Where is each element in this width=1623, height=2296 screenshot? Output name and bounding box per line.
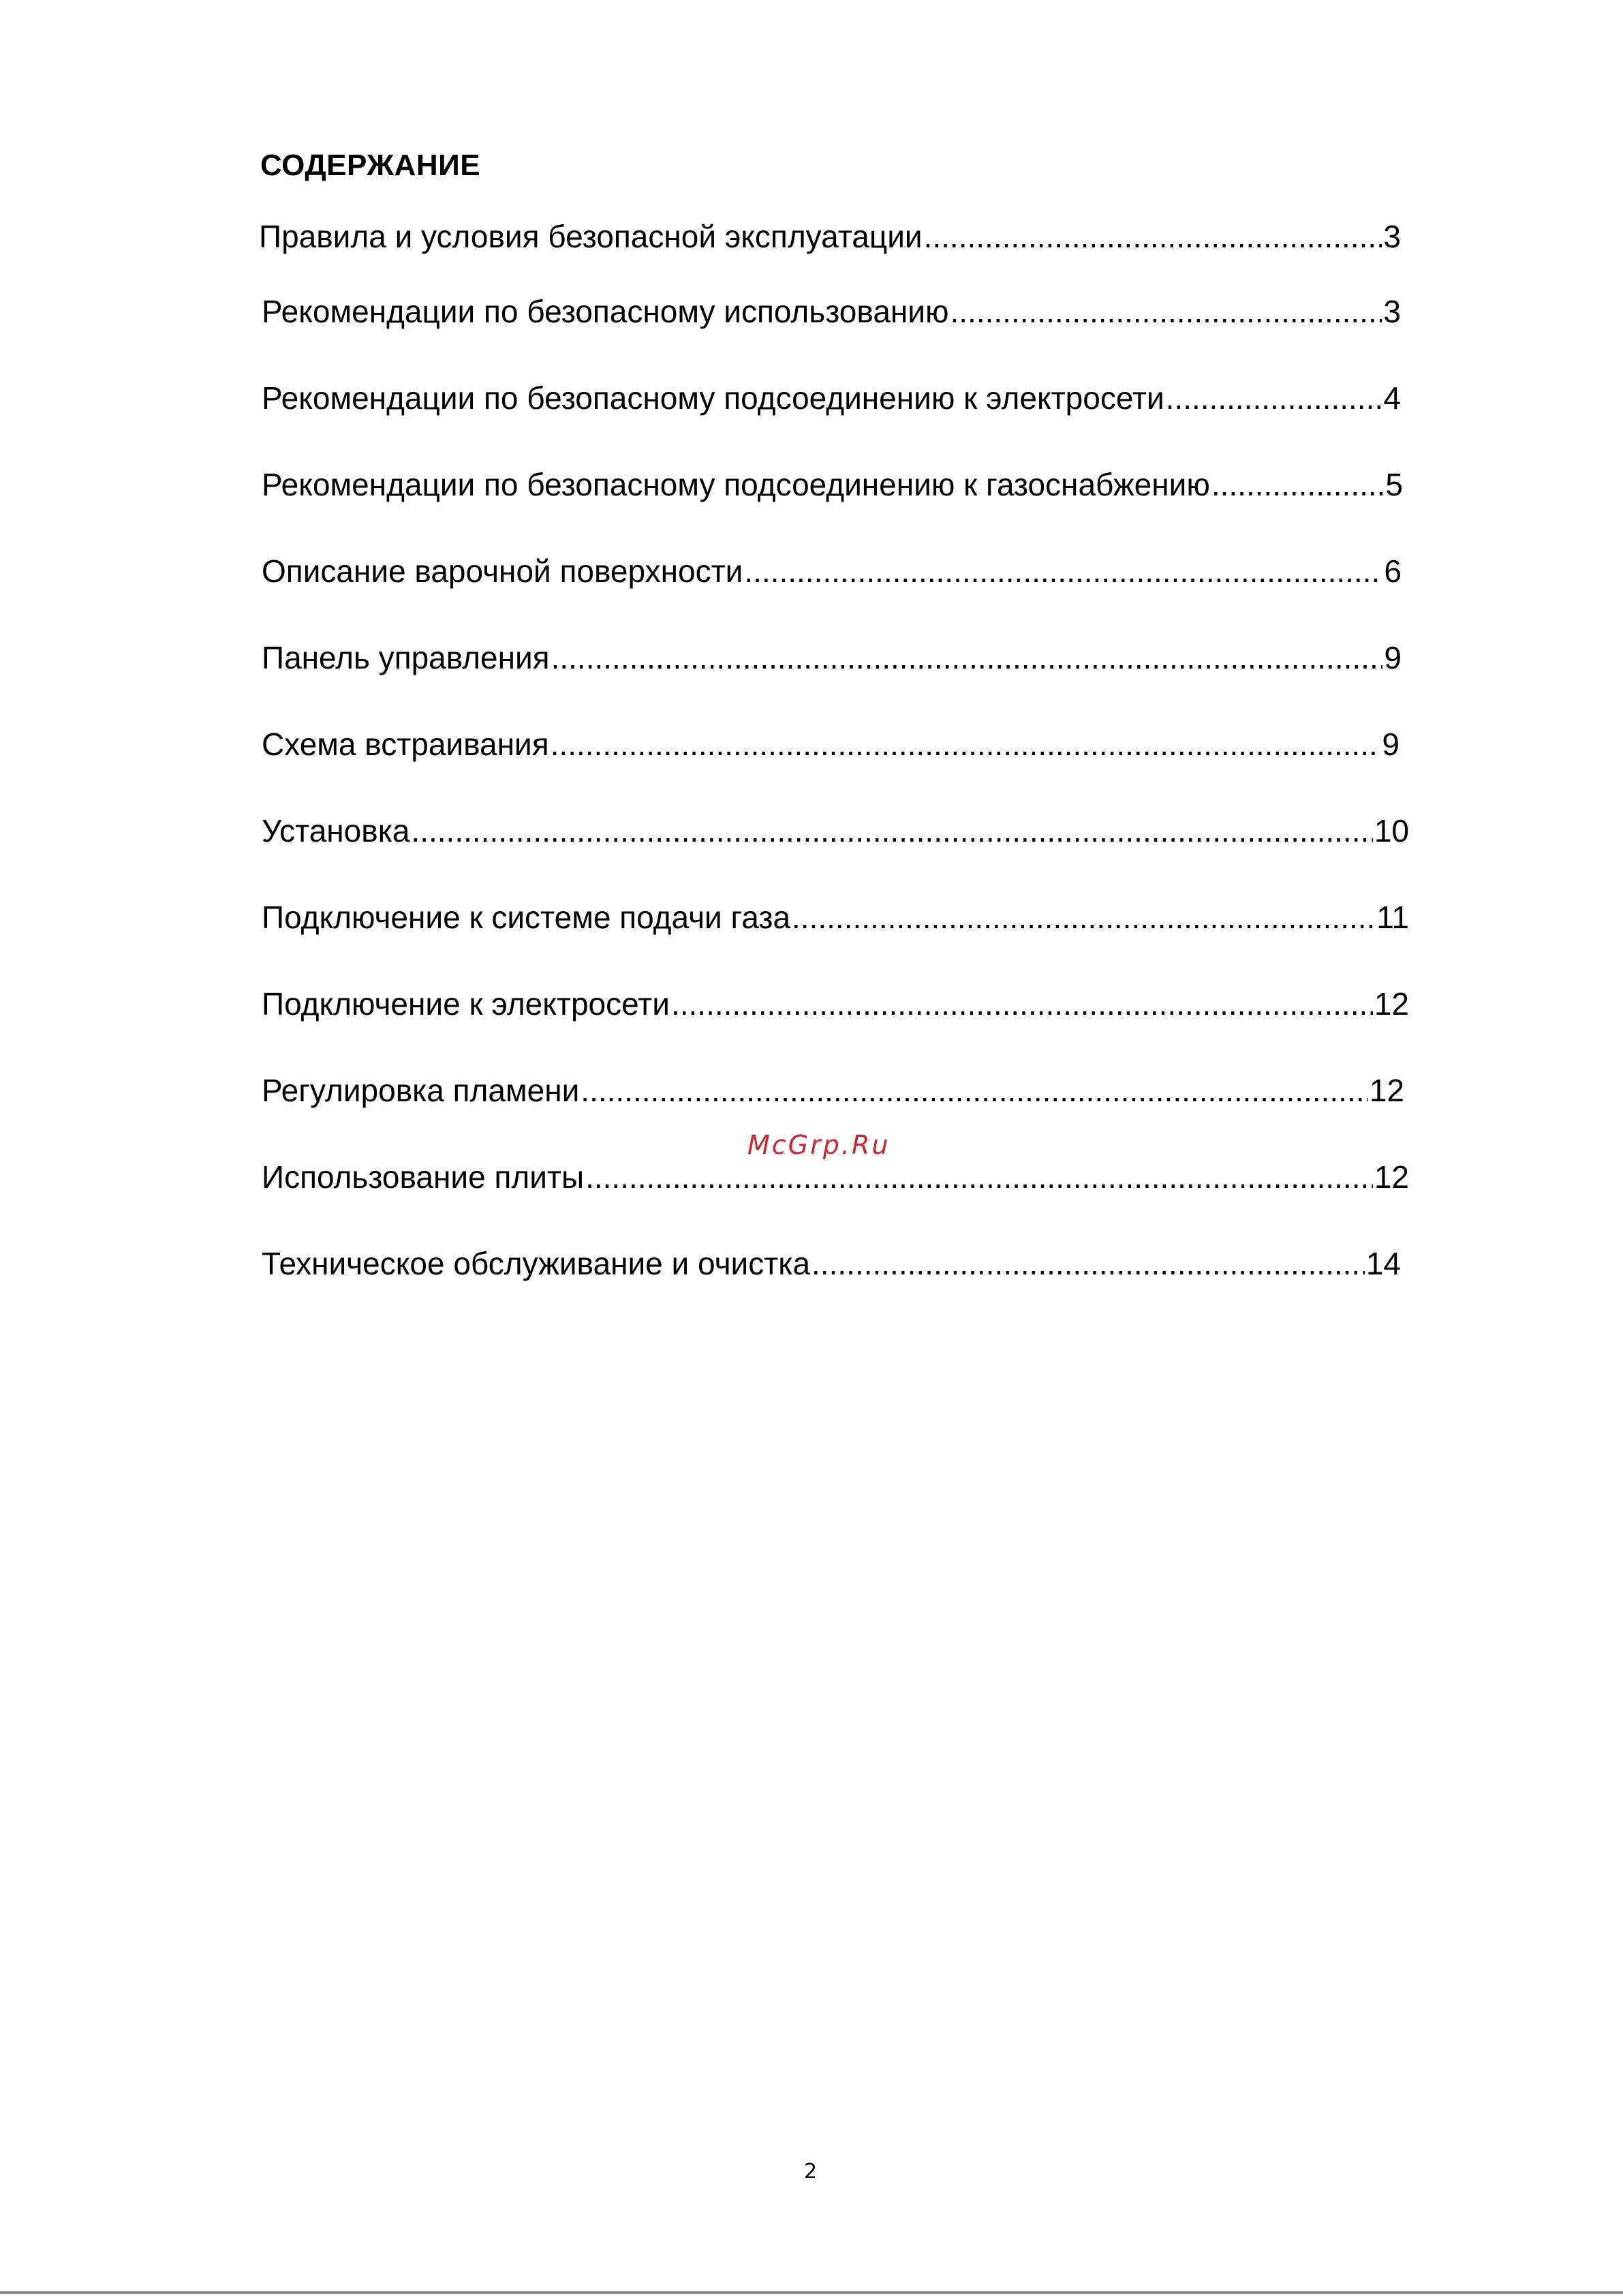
- toc-entry-label: Описание варочной поверхности: [262, 553, 743, 589]
- toc-entry-label: Схема встраивания: [262, 726, 549, 762]
- toc-entry[interactable]: [262, 899, 1409, 940]
- toc-entry[interactable]: [262, 812, 1409, 853]
- dot-leader: [581, 1072, 1368, 1109]
- toc-entry-label: Использование плиты: [262, 1159, 585, 1195]
- dot-leader: [411, 812, 1372, 849]
- toc-entry-label: Панель управления: [262, 640, 550, 675]
- dot-leader: [1211, 466, 1385, 503]
- dot-leader: [812, 1245, 1365, 1282]
- dot-leader: [744, 553, 1382, 590]
- toc-entry-page: 9: [1382, 726, 1400, 762]
- dot-leader: [671, 985, 1373, 1022]
- toc-entry-page: 3: [1383, 219, 1401, 254]
- toc-entry-label: Установка: [262, 813, 410, 848]
- toc-entry-page: 4: [1383, 380, 1401, 416]
- toc-entry-page: 14: [1365, 1246, 1401, 1281]
- dot-leader: [950, 293, 1382, 330]
- toc-entry-label: Подключение к системе подачи газа: [262, 900, 791, 935]
- toc-entry[interactable]: [262, 1072, 1404, 1113]
- dot-leader: [1166, 380, 1382, 416]
- toc-entry-label: Рекомендации по безопасному подсоединению к газоснабжению: [262, 467, 1210, 502]
- dot-leader: [585, 1159, 1373, 1195]
- toc-entry-label: Рекомендации по безопасному использованию: [262, 294, 949, 329]
- toc-entry-page: 10: [1374, 813, 1409, 848]
- toc-entry[interactable]: [262, 466, 1403, 507]
- toc-entry-page: 6: [1384, 553, 1402, 589]
- toc-entry[interactable]: [262, 985, 1409, 1026]
- toc-entry[interactable]: [262, 726, 1400, 767]
- dot-leader: [551, 639, 1383, 676]
- toc-entry-label: Подключение к электросети: [262, 986, 670, 1022]
- toc-title: СОДЕРЖАНИЕ: [260, 149, 481, 182]
- dot-leader: [924, 218, 1382, 255]
- toc-entry-page: 11: [1376, 900, 1409, 935]
- dot-leader: [792, 899, 1375, 936]
- toc-entry[interactable]: [259, 218, 1401, 259]
- toc-entry-page: 5: [1385, 467, 1403, 502]
- toc-entry-page: 12: [1374, 986, 1409, 1022]
- toc-entry[interactable]: [262, 1159, 1409, 1199]
- watermark-text: McGrp.Ru: [747, 1130, 891, 1160]
- toc-entry-label: Правила и условия безопасной эксплуатации: [259, 219, 923, 254]
- toc-entry-page: 9: [1384, 640, 1402, 675]
- toc-entry-page: 12: [1369, 1073, 1404, 1108]
- toc-entry-label: Рекомендации по безопасному подсоединению к электросети: [262, 380, 1164, 416]
- toc-entry-label: Регулировка пламени: [262, 1073, 580, 1108]
- dot-leader: [551, 726, 1381, 763]
- page-number: 2: [804, 2160, 818, 2184]
- toc-entry[interactable]: [262, 380, 1401, 420]
- toc-entry[interactable]: [262, 553, 1402, 594]
- page-bottom-divider: [0, 2291, 1623, 2294]
- toc-entry-label: Техническое обслуживание и очистка: [262, 1246, 811, 1281]
- toc-entry[interactable]: [262, 639, 1402, 680]
- toc-entry[interactable]: [262, 293, 1401, 334]
- toc-entry-page: 12: [1374, 1159, 1409, 1195]
- toc-entry-page: 3: [1383, 294, 1401, 329]
- toc-entry[interactable]: [262, 1245, 1401, 1286]
